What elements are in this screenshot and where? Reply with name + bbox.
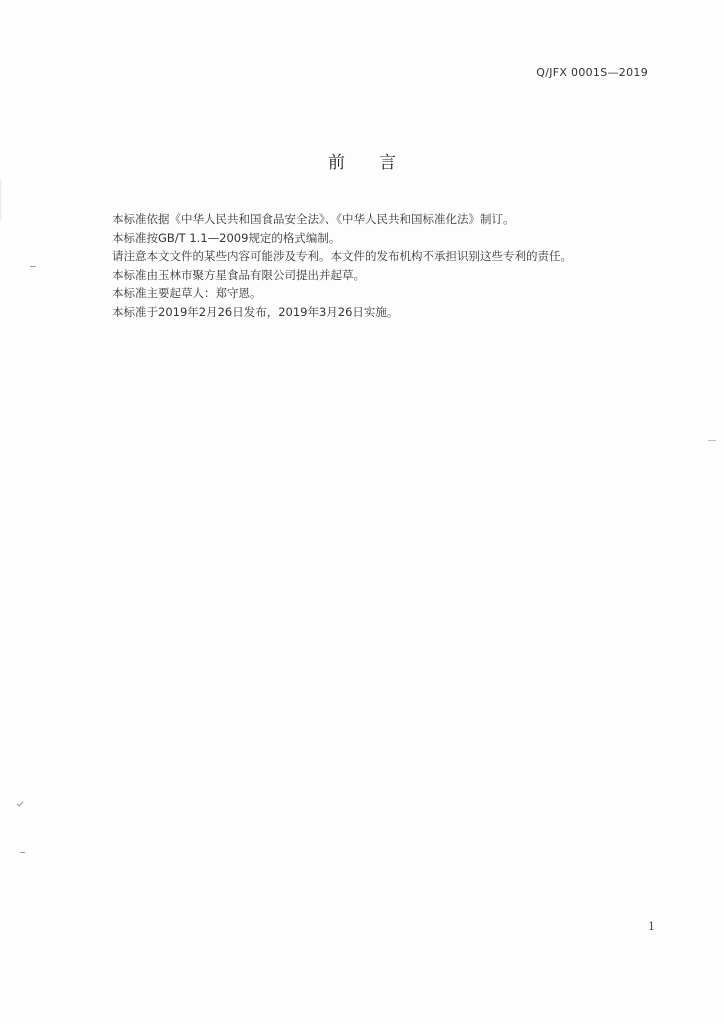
foreword-paragraph-drafter: 本标准主要起草人：郑守恩。 [112, 286, 262, 300]
foreword-paragraph-patent-notice: 请注意本文文件的某些内容可能涉及专利。本文件的发布机构不承担识别这些专利的责任。 [112, 249, 572, 263]
scan-speck [708, 440, 716, 441]
foreword-paragraph-proposer: 本标准由玉林市聚方星食品有限公司提出并起草。 [112, 267, 365, 282]
scan-tick-mark [17, 799, 24, 806]
foreword-paragraph-format: 本标准按GB/T 1.1—2009规定的格式编制。 [112, 230, 341, 245]
scan-speck [30, 266, 36, 267]
foreword-title-char-1: 前 [328, 153, 345, 173]
scan-edge-shadow [0, 180, 2, 220]
scan-speck [20, 852, 25, 853]
foreword-title [0, 148, 724, 173]
foreword-title-char-2: 言 [379, 153, 396, 173]
foreword-paragraph-dates: 本标准于2019年2月26日发布，2019年3月26日实施。 [112, 304, 399, 319]
standard-code-header: Q/JFX 0001S—2019 [536, 66, 648, 79]
page-number: 1 [648, 920, 655, 933]
foreword-body [112, 210, 652, 321]
foreword-paragraph-basis: 本标准依据《中华人民共和国食品安全法》、《中华人民共和国标准化法》制订。 [112, 212, 515, 226]
